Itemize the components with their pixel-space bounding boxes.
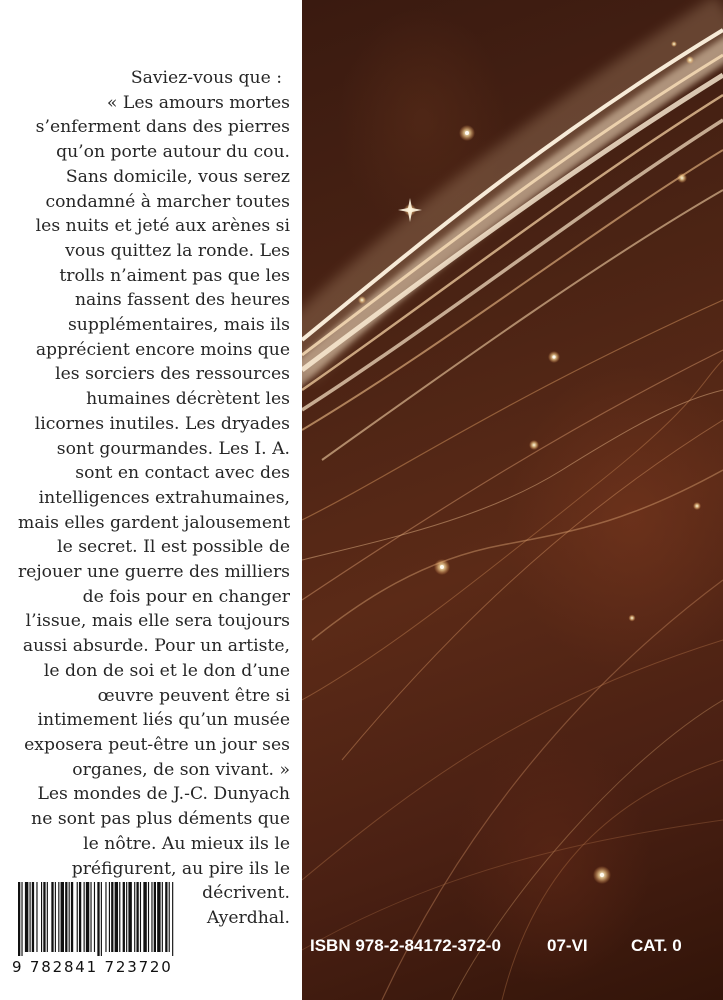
blurb-line: s’enferment dans des pierres [35, 117, 290, 138]
barcode-bar [123, 882, 125, 952]
blurb-line: l’issue, mais elle sera toujours [25, 611, 290, 632]
barcode-bar [55, 882, 56, 952]
blurb-line: aussi absurde. Pour un artiste, [22, 636, 290, 657]
cover-artwork [302, 0, 723, 1000]
barcode-bar [109, 882, 110, 952]
blurb-line: licornes inutiles. Les dryades [34, 413, 290, 434]
barcode-bar [119, 882, 120, 952]
barcode-bar [115, 882, 118, 952]
blurb-line: apprécient encore moins que [35, 339, 290, 360]
barcode-bar [30, 882, 31, 952]
barcode-bar [136, 882, 138, 952]
barcode-bar [172, 882, 173, 956]
barcode-bar [128, 882, 131, 952]
barcode-bar [79, 882, 81, 952]
barcode-bar [154, 882, 156, 952]
barcode-bar [71, 882, 73, 952]
blurb-line: intelligences extrahumaines, [38, 487, 290, 508]
blurb-line: le nôtre. Au mieux ils le [83, 833, 290, 854]
blurb-line: organes, de son vivant. » [72, 759, 290, 780]
category-code: CAT. 0 [631, 936, 682, 955]
blurb-line: supplémentaires, mais ils [67, 315, 290, 336]
blurb-line: Ayerdhal. [206, 907, 290, 928]
barcode-bar [69, 882, 70, 952]
blurb-line: ne sont pas plus déments que [31, 809, 290, 830]
blurb-line: le don de soi et le don d’une [43, 660, 290, 681]
blurb-line: Saviez-vous que : [130, 68, 282, 88]
barcode-bar [162, 882, 163, 952]
barcode-bar [105, 882, 106, 952]
barcode-bar [61, 882, 64, 952]
blurb-line: condamné à marcher toutes [45, 191, 290, 212]
barcode-bar [58, 882, 59, 952]
blurb-line: humaines décrètent les [86, 389, 290, 410]
barcode-bar [151, 882, 152, 952]
barcode-bar [86, 882, 89, 952]
barcode-bar [77, 882, 78, 952]
barcode-bar [97, 882, 99, 956]
blurb-line: Les mondes de J.-C. Dunyach [37, 784, 290, 805]
barcode-bar [84, 882, 85, 952]
blurb-line: qu’on porte autour du cou. [56, 142, 290, 163]
barcode-bar [143, 882, 146, 952]
blurb-line: préfigurent, au pire ils le [71, 858, 290, 879]
blurb-line: « Les amours mortes [106, 92, 290, 113]
blurb-line: les sorciers des ressources [55, 364, 290, 385]
cover-codes [302, 936, 723, 960]
blurb-line: les nuits et jeté aux arènes si [35, 216, 290, 237]
blurb-line: sont en contact avec des [75, 463, 290, 484]
blurb-line: intimement liés qu’un musée [37, 710, 290, 731]
barcode-bar [90, 882, 91, 952]
barcode-bar [32, 882, 34, 952]
text-panel [0, 0, 302, 1000]
barcode-bar [51, 882, 53, 952]
barcode-bar [36, 882, 37, 952]
barcode-bar [165, 882, 167, 952]
barcode-bar [134, 882, 135, 952]
barcode-bar [157, 882, 160, 952]
barcode-bar [140, 882, 141, 952]
blurb-line: vous quittez la ronde. Les [65, 240, 290, 261]
isbn-number: ISBN 978-2-84172-372-0 [310, 936, 501, 955]
blurb-line: le secret. Il est possible de [57, 537, 290, 558]
blurb-line: œuvre peuvent être si [97, 685, 290, 706]
blurb-line: de fois pour en changer [82, 586, 290, 607]
cover-blurb [8, 66, 290, 931]
barcode-bar [126, 882, 127, 952]
blurb-line: décrivent. [202, 883, 290, 904]
barcode-bar [21, 882, 22, 956]
barcode-bar [148, 882, 149, 952]
barcode-bar [111, 882, 113, 952]
light-streaks-illustration [302, 0, 723, 1000]
barcode-bar [47, 882, 48, 952]
barcode-bar [41, 882, 42, 952]
blurb-line: nains fassent des heures [74, 290, 290, 311]
barcode-digits: 9 782841 723720 [12, 958, 173, 976]
barcode-bar [25, 882, 28, 952]
barcode-bar [101, 882, 102, 956]
barcode-bar [94, 882, 95, 952]
blurb-line: rejouer une guerre des milliers [17, 562, 290, 583]
edition-code: 07-VI [547, 936, 588, 955]
barcode-bar [65, 882, 67, 952]
blurb-line: exposera peut-être un jour ses [24, 734, 290, 755]
isbn-barcode [12, 882, 244, 974]
blurb-line: sont gourmandes. Les I. A. [56, 438, 290, 459]
barcode-icon [12, 882, 244, 956]
blurb-line: trolls n’aiment pas que les [59, 265, 290, 286]
blurb-line: mais elles gardent jalousement [18, 512, 290, 533]
barcode-bar [169, 882, 170, 952]
blurb-line: Sans domicile, vous serez [65, 166, 290, 187]
barcode-bar [18, 882, 20, 956]
barcode-bar [43, 882, 45, 952]
